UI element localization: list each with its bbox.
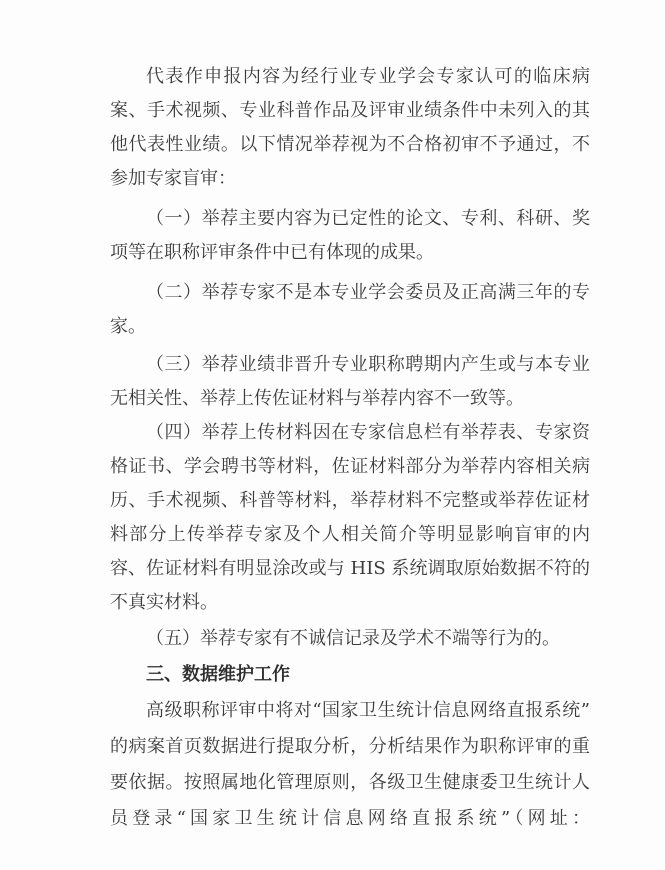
paragraph-line: 案、手术视频、专业科普作品及评审业绩条件中未列入的其 xyxy=(110,100,590,121)
list-item-line: （一）举荐主要内容为已定性的论文、专利、科研、奖 xyxy=(146,208,590,229)
section-heading: 三、数据维护工作 xyxy=(146,664,290,685)
paragraph-line: 他代表性业绩。以下情况举荐视为不合格初审不予通过，不 xyxy=(110,134,590,155)
list-item-line: （五）举荐专家有不诚信记录及学术不端等行为的。 xyxy=(146,628,560,649)
list-item-line: （二）举荐专家不是本专业学会委员及正高满三年的专 xyxy=(146,282,590,303)
paragraph-line: 的病案首页数据进行提取分析，分析结果作为职称评审的重 xyxy=(110,736,590,757)
list-item-line: （三）举荐业绩非晋升专业职称聘期内产生或与本专业 xyxy=(146,354,590,375)
list-item-line: 不真实材料。 xyxy=(110,592,218,613)
list-item-line: 料部分上传举荐专家及个人相关简介等明显影响盲审的内 xyxy=(110,524,590,545)
paragraph-line: 参加专家盲审： xyxy=(110,168,236,189)
list-item-line: （四）举荐上传材料因在专家信息栏有举荐表、专家资 xyxy=(146,422,590,443)
paragraph-line: 代表作申报内容为经行业专业学会专家认可的临床病 xyxy=(146,66,590,87)
paragraph-line: 高级职称评审中将对“国家卫生统计信息网络直报系统” xyxy=(146,700,590,721)
paragraph-line: 员登录“国家卫生统计信息网络直报系统”（网址： xyxy=(110,808,590,829)
list-item-line: 容、佐证材料有明显涂改或与 HIS 系统调取原始数据不符的 xyxy=(110,558,590,579)
list-item-line: 项等在职称评审条件中已有体现的成果。 xyxy=(110,242,434,263)
list-item-line: 格证书、学会聘书等材料，佐证材料部分为举荐内容相关病 xyxy=(110,456,590,477)
list-item-line: 无相关性、举荐上传佐证材料与举荐内容不一致等。 xyxy=(110,388,524,409)
list-item-line: 历、手术视频、科普等材料，举荐材料不完整或举荐佐证材 xyxy=(110,490,590,511)
list-item-line: 家。 xyxy=(110,316,146,337)
paragraph-line: 要依据。按照属地化管理原则，各级卫生健康委卫生统计人 xyxy=(110,772,590,793)
